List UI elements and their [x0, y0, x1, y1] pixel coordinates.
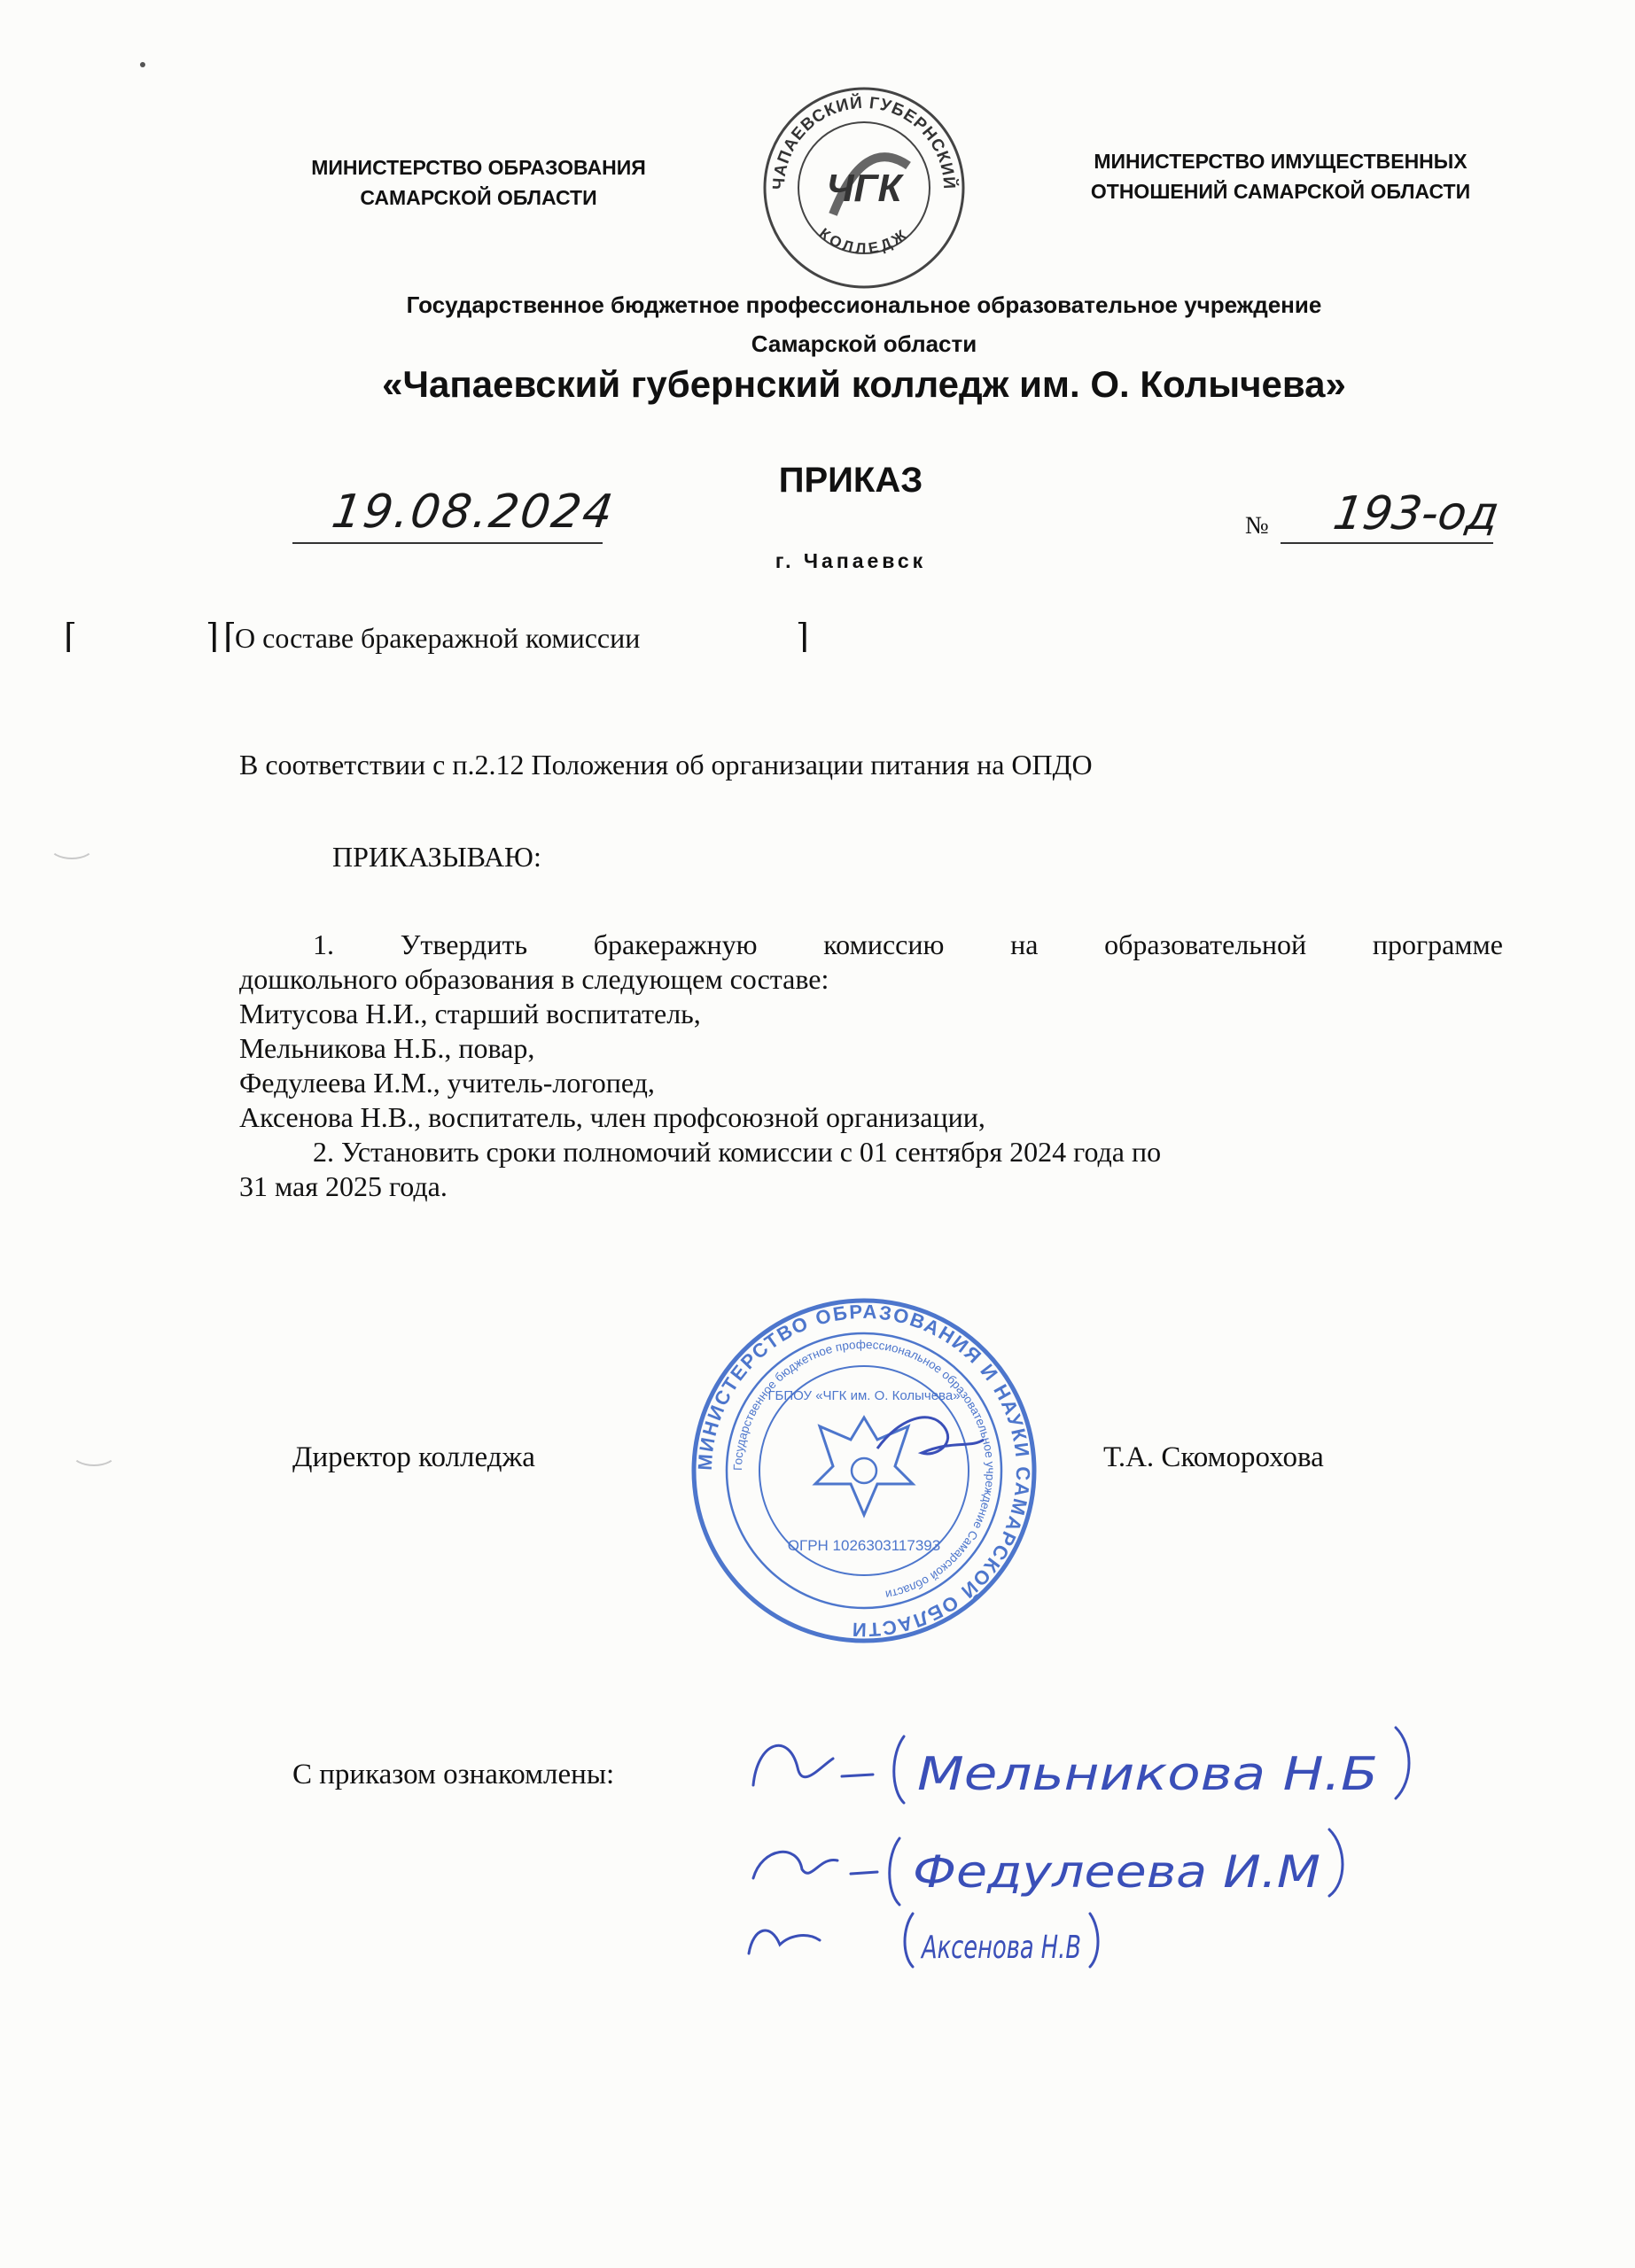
stamp-outer-ring: МИНИСТЕРСТВО ОБРАЗОВАНИЯ И НАУКИ САМАРСКОЙ ОБЛАСТИ	[693, 1300, 1035, 1642]
ministry-right-line-2: ОТНОШЕНИЙ САМАРСКОЙ ОБЛАСТИ	[1090, 180, 1471, 203]
order-basis: В соответствии с п.2.12 Положения об организации питания на ОПДО	[239, 749, 1093, 781]
order-number: 193-од	[1329, 487, 1503, 540]
eagle-emblem-icon	[815, 1418, 913, 1515]
ack-name-2: Федулеева И.М	[913, 1846, 1320, 1898]
order-items	[239, 928, 1503, 1204]
scan-speck	[140, 62, 145, 67]
punch-hole-mark-1	[49, 833, 95, 859]
signer-position: Директор колледжа	[292, 1441, 535, 1473]
college-logo	[758, 82, 970, 294]
svg-text:Государственное бюджетное проф	[731, 1338, 997, 1602]
member-2: Мельникова Н.Б., повар,	[239, 1032, 535, 1064]
paren-open-3	[905, 1914, 913, 1967]
ack-name-3: Аксенова Н.В	[920, 1930, 1081, 1966]
logo-ring-bottom: КОЛЛЕДЖ	[815, 224, 913, 258]
order-date: 19.08.2024	[328, 485, 618, 539]
stamp-ogrn: ОГРН 1026303117393	[787, 1537, 941, 1554]
item-1-line-2: дошкольного образования в следующем составе:	[239, 963, 829, 995]
initials-scribble-3	[749, 1930, 820, 1953]
item-2-line-2: 31 мая 2025 года.	[239, 1170, 448, 1202]
ministry-education-heading	[266, 152, 691, 213]
dash-2	[851, 1872, 877, 1874]
stamp-center-text: ГБПОУ «ЧГК им. О. Колычева»	[767, 1388, 961, 1403]
item-1-line-1: 1. Утвердить бракеражную комиссию на образовательной программе	[313, 928, 1503, 960]
ministry-property-heading	[1041, 146, 1520, 206]
svg-text:КОЛЛЕДЖ	[816, 225, 913, 257]
ministry-left-line-1: МИНИСТЕРСТВО ОБРАЗОВАНИЯ	[311, 156, 646, 179]
order-city: г. Чапаевск	[775, 549, 927, 572]
logo-ring-top: ЧАПАЕВСКИЙ ГУБЕРНСКИЙ	[769, 93, 959, 190]
order-subject: О составе бракеражной комиссии	[235, 622, 641, 654]
member-1: Митусова Н.И., старший воспитатель,	[239, 998, 701, 1029]
paren-close-2	[1329, 1829, 1343, 1896]
number-sign: №	[1245, 512, 1269, 540]
paren-open-1	[894, 1736, 904, 1803]
ack-name-1: Мельникова Н.Б	[917, 1748, 1378, 1801]
paren-open-2	[890, 1838, 899, 1905]
initials-scribble-1	[753, 1745, 833, 1785]
institution-line-2: Самарской области	[751, 330, 977, 357]
member-4: Аксенова Н.В., воспитатель, член профсоюзной организации,	[239, 1101, 985, 1133]
signer-name: Т.А. Скоморохова	[1103, 1441, 1324, 1473]
acquaintance-label: С приказом ознакомлены:	[292, 1759, 615, 1790]
order-title: ПРИКАЗ	[778, 461, 923, 500]
stamp-inner-ring: Государственное бюджетное профессиональное образовательное учреждение Самарской области	[730, 1337, 998, 1602]
official-stamp	[687, 1293, 1041, 1648]
handwritten-acknowledgements	[736, 1705, 1444, 1971]
member-3: Федулеева И.М., учитель-логопед,	[239, 1067, 655, 1099]
initials-scribble-2	[753, 1852, 837, 1878]
bracket-left-open: ⌈	[64, 618, 77, 656]
paren-close-1	[1396, 1728, 1409, 1798]
number-underline	[1281, 542, 1493, 544]
logo-monogram: ЧГК	[826, 167, 902, 210]
paren-close-3	[1090, 1914, 1098, 1967]
dash-1	[842, 1775, 873, 1776]
punch-hole-mark-2	[71, 1440, 117, 1466]
college-name: «Чапаевский губернский колледж им. О. Колычева»	[382, 363, 1346, 405]
ministry-right-line-1: МИНИСТЕРСТВО ИМУЩЕСТВЕННЫХ	[1094, 150, 1468, 173]
ministry-left-line-2: САМАРСКОЙ ОБЛАСТИ	[360, 186, 597, 209]
date-underline	[292, 542, 603, 544]
bracket-subject-open: ⌈	[223, 618, 237, 656]
institution-heading	[222, 285, 1507, 363]
institution-line-1: Государственное бюджетное профессиональное образовательное учреждение	[406, 291, 1322, 318]
bracket-left-close: ⌉	[206, 618, 219, 656]
director-signature-mark	[877, 1418, 984, 1454]
order-directive: ПРИКАЗЫВАЮ:	[332, 841, 541, 873]
item-2-line-1: 2. Установить сроки полномочий комиссии с 01 сентября 2024 года по	[313, 1136, 1162, 1168]
bracket-subject-close: ⌉	[796, 618, 809, 656]
